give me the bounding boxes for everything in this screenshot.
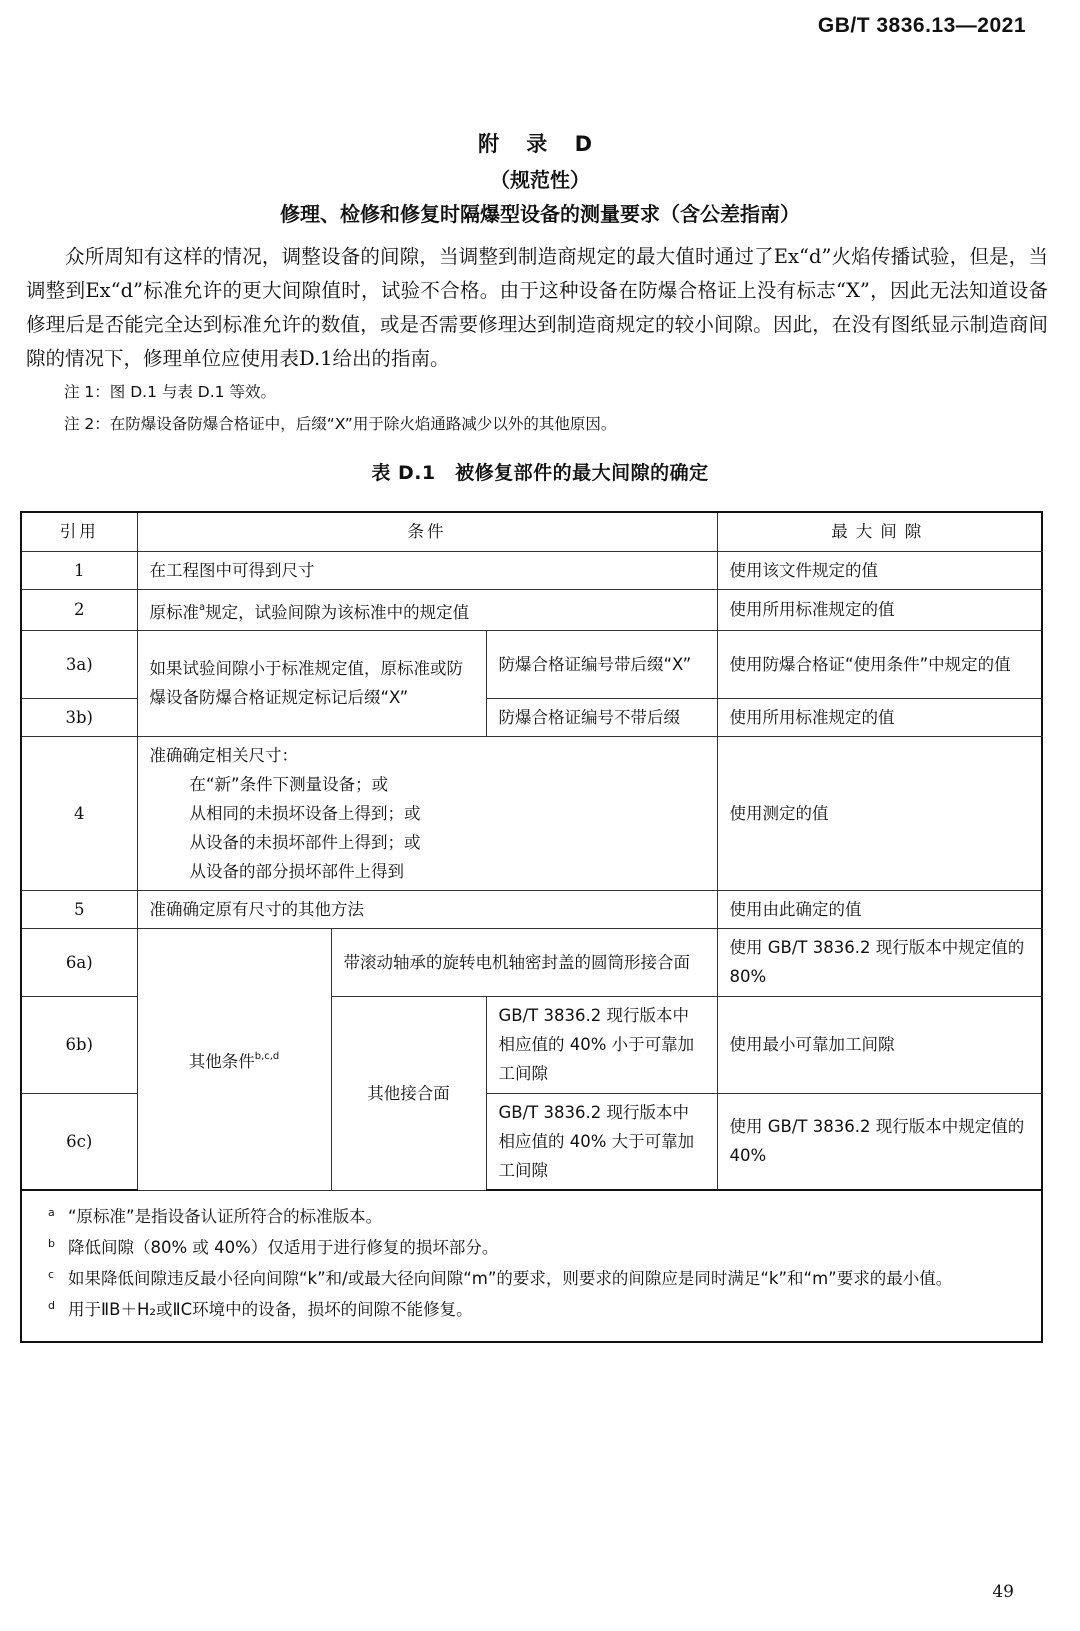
ref-cell: 3b) [22,698,137,736]
footnote-b [48,1232,1029,1263]
table-row [22,589,1043,630]
appendix-type: （规范性） [490,168,590,192]
table-row [22,630,1043,698]
value-cell: 使用所用标准规定的值 [717,698,1043,736]
footnote-mark: a [199,601,206,613]
table-row [22,890,1043,928]
condition-line: 从设备的未损坏部件上得到；或 [189,832,421,852]
sub-condition-cell: 防爆合格证编号不带后缀 [486,698,717,736]
value-cell: 使用该文件规定的值 [717,551,1043,589]
table-footnotes [22,1191,1041,1341]
value-cell: 使用由此确定的值 [717,890,1043,928]
sub-condition-cell: GB/T 3836.2 现行版本中相应值的 40% 大于可靠加工间隙 [486,1093,717,1190]
standard-number: GB/T 3836.13—2021 [817,14,1026,37]
footnote-mark: a [48,1206,55,1219]
condition-cell [137,589,717,630]
other-conditions-text: 其他条件 [188,1052,255,1071]
footnote-text: 用于ⅡB＋H₂或ⅡC环境中的设备，损坏的间隙不能修复。 [68,1300,473,1319]
note-2: 注 2：在防爆设备防爆合格证中，后缀“X”用于除火焰通路减少以外的其他原因。 [64,415,617,433]
footnote-a [48,1201,1029,1232]
header-max-gap: 最大间隙 [717,513,1043,551]
ref-cell: 2 [22,589,137,630]
ref-cell: 5 [22,890,137,928]
ref-cell: 6b) [22,996,137,1093]
appendix-title: 附 录 D [477,132,603,156]
cylindrical-joint-cell: 带滚动轴承的旋转电机轴密封盖的圆筒形接合面 [331,928,717,996]
other-conditions-cell [137,928,331,1190]
footnote-marks: b,c,d [254,1051,280,1062]
condition-line: 从相同的未损坏设备上得到；或 [189,803,421,823]
note-1: 注 1：图 D.1 与表 D.1 等效。 [64,383,276,401]
ref-cell: 4 [22,736,137,890]
table-header-row [22,513,1043,551]
table-d1 [20,511,1043,1343]
ref-cell: 6c) [22,1093,137,1190]
ref-cell: 3a) [22,630,137,698]
footnote-mark: c [48,1268,55,1281]
header-ref: 引用 [22,513,137,551]
footnote-text: 降低间隙（80% 或 40%）仅适用于进行修复的损坏部分。 [68,1238,499,1257]
footnote-text: 如果降低间隙违反最小径向间隙“k”和/或最大径向间隙“m”的要求，则要求的间隙应是同时满足“k”和“m”要求的最小值。 [68,1269,953,1288]
value-cell: 使用防爆合格证“使用条件”中规定的值 [717,630,1043,698]
max-gap-table [22,513,1043,1191]
footnote-mark: b [48,1237,55,1250]
table-row [22,928,1043,996]
condition-cell: 准确确定原有尺寸的其他方法 [137,890,717,928]
value-cell: 使用 GB/T 3836.2 现行版本中规定值的 80% [717,928,1043,996]
condition-cell: 如果试验间隙小于标准规定值，原标准或防爆设备防爆合格证规定标记后缀“X” [137,630,486,736]
header-condition: 条件 [137,513,717,551]
ref-cell: 1 [22,551,137,589]
table-caption: 表 D.1 被修复部件的最大间隙的确定 [371,462,709,484]
value-cell: 使用最小可靠加工间隙 [717,996,1043,1093]
page-number: 49 [992,1582,1014,1602]
condition-line: 从设备的部分损坏部件上得到 [189,861,404,881]
table-row [22,551,1043,589]
condition-line: 准确确定相关尺寸： [149,745,298,765]
value-cell: 使用 GB/T 3836.2 现行版本中规定值的 40% [717,1093,1043,1190]
sub-condition-cell: GB/T 3836.2 现行版本中相应值的 40% 小于可靠加工间隙 [486,996,717,1093]
footnote-mark: d [48,1299,55,1312]
value-cell: 使用所用标准规定的值 [717,589,1043,630]
footnote-c [48,1263,1029,1294]
condition-text-a: 原标准 [149,602,199,622]
ref-cell: 6a) [22,928,137,996]
table-row [22,736,1043,890]
appendix-subtitle: 修理、检修和修复时隔爆型设备的测量要求（含公差指南） [280,202,800,226]
condition-line: 在“新”条件下测量设备；或 [189,774,389,794]
footnote-d [48,1294,1029,1325]
condition-cell: 在工程图中可得到尺寸 [137,551,717,589]
body-paragraph: 众所周知有这样的情况，调整设备的间隙，当调整到制造商规定的最大值时通过了Ex“d”火焰传播试验，但是，当调整到Ex“d”标准允许的更大间隙值时，试验不合格。由于这种设备在防爆合格证上没有标志“X”，因此无法知道设备修理后是否能完全达到标准允许的数值，或是否需要修理达到制造商规定的较小间隙。因此，在没有图纸显示制造商间隙的情况下，修理单位应使用表D.1给出的指南。 [26,245,1048,370]
condition-text-b: 规定，试验间隙为该标准中的规定值 [205,602,470,622]
footnote-text: “原标准”是指设备认证所符合的标准版本。 [68,1207,383,1226]
other-joints-cell: 其他接合面 [331,996,486,1190]
value-cell: 使用测定的值 [717,736,1043,890]
sub-condition-cell: 防爆合格证编号带后缀“X” [486,630,717,698]
condition-cell [137,736,717,890]
